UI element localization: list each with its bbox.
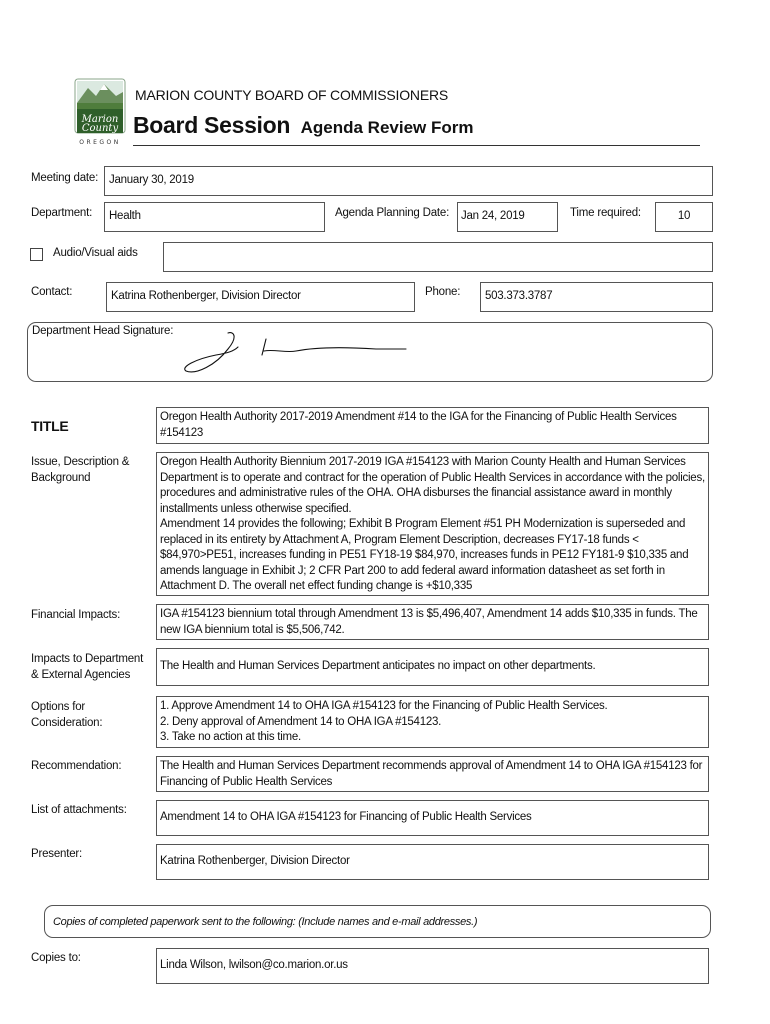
financial-label: Financial Impacts: <box>31 609 121 621</box>
options-label-line1: Options for <box>31 701 86 713</box>
impacts-label-line1: Impacts to Department <box>31 653 144 665</box>
issue-value-p1: Oregon Health Authority Biennium 2017-2019 IGA #154123 with Marion County Health and Human Services Department is to operate and contract for the operation of Public Health Services in accordance with the policies, procedures and administrative rules of the OHA. OHA disburses the financial assistance award in monthly installments unless otherwise specified. <box>160 456 705 515</box>
financial-box[interactable] <box>156 604 709 640</box>
impacts-label-line2: & External Agencies <box>31 668 131 681</box>
time-required-value: 10 <box>677 210 691 223</box>
copies-note-box <box>44 905 711 938</box>
org-name: MARION COUNTY BOARD OF COMMISSIONERS <box>135 87 449 103</box>
contact-value: Katrina Rothenberger, Division Director <box>111 290 301 303</box>
page-title <box>133 112 473 139</box>
copies-box[interactable] <box>156 948 709 984</box>
av-label: Audio/Visual aids <box>53 247 138 259</box>
county-logo <box>74 78 126 146</box>
av-field[interactable] <box>163 242 713 272</box>
options-box[interactable] <box>156 696 709 748</box>
av-checkbox[interactable] <box>30 248 43 261</box>
option-item: 1. Approve Amendment 14 to OHA IGA #154123 for the Financing of Public Health Services. <box>160 700 608 712</box>
attachments-label: List of attachments: <box>31 804 127 816</box>
issue-label <box>31 455 129 486</box>
meeting-date-field[interactable] <box>104 166 713 196</box>
issue-value-p2: Amendment 14 provides the following; Exhibit B Program Element #51 PH Modernization is superseded and replaced in its entirety by Attachment A, Program Element Description, decreases FY17-18 funds < $84,970>PE51, increases funding in PE51 FY18-19 $84,970, increases funds in PE12 FY181-9 $10,335 and amends language in Exhibit J; 2 CFR Part 200 to add federal award information datasheet as set forth in Attachment D. The overall net effect funding change is +$10,335 <box>160 518 689 592</box>
presenter-box[interactable] <box>156 844 709 880</box>
logo-state: OREGON <box>79 139 121 146</box>
options-label <box>31 700 102 731</box>
title-box[interactable] <box>156 407 709 444</box>
copies-value: Linda Wilson, lwilson@co.marion.or.us <box>160 959 348 972</box>
page-title-sub: Agenda Review Form <box>300 118 474 137</box>
time-required-field[interactable] <box>655 202 713 232</box>
phone-value: 503.373.3787 <box>485 290 553 303</box>
copies-label: Copies to: <box>31 952 81 964</box>
planning-date-label: Agenda Planning Date: <box>335 207 450 219</box>
logo-text-line2: County <box>81 123 119 134</box>
recommendation-label: Recommendation: <box>31 760 122 772</box>
issue-box[interactable] <box>156 452 709 596</box>
impacts-box[interactable] <box>156 648 709 686</box>
presenter-value: Katrina Rothenberger, Division Director <box>160 855 350 868</box>
attachments-box[interactable] <box>156 800 709 836</box>
impacts-value: The Health and Human Services Department anticipates no impact on other departments. <box>160 660 596 673</box>
recommendation-value: The Health and Human Services Department recommends approval of Amendment 14 to OHA IGA #154123 for Financing of Public Health Services <box>160 760 703 788</box>
planning-date-value: Jan 24, 2019 <box>461 210 525 223</box>
impacts-label <box>31 652 143 683</box>
signature-scribble <box>176 325 416 381</box>
option-item: 2. Deny approval of Amendment 14 to OHA IGA #154123. <box>160 715 442 728</box>
recommendation-box[interactable] <box>156 756 709 792</box>
attachments-value: Amendment 14 to OHA IGA #154123 for Financing of Public Health Services <box>160 811 532 824</box>
planning-date-field[interactable] <box>457 202 558 232</box>
options-label-line2: Consideration: <box>31 716 103 729</box>
copies-note: Copies of completed paperwork sent to the following: (Include names and e-mail addresses.) <box>53 915 478 928</box>
phone-label: Phone: <box>425 286 461 298</box>
contact-field[interactable] <box>106 282 415 312</box>
meeting-date-label: Meeting date: <box>31 172 99 184</box>
issue-label-line1: Issue, Description & <box>31 456 130 468</box>
title-label: TITLE <box>31 418 69 434</box>
presenter-label: Presenter: <box>31 848 83 860</box>
option-item: 3. Take no action at this time. <box>160 731 301 743</box>
meeting-date-value: January 30, 2019 <box>109 174 194 187</box>
department-field[interactable] <box>104 202 325 232</box>
page-title-main: Board Session <box>133 112 291 138</box>
header-rule <box>133 145 700 146</box>
issue-label-line2: Background <box>31 471 91 484</box>
financial-value: IGA #154123 biennium total through Amendment 13 is $5,496,407, Amendment 14 adds $10,335 in funds. The new IGA biennium total is $5,506,742. <box>160 608 698 636</box>
signature-label: Department Head Signature: <box>32 325 174 337</box>
phone-field[interactable] <box>480 282 713 312</box>
time-required-label: Time required: <box>570 207 641 219</box>
department-label: Department: <box>31 207 93 219</box>
department-value: Health <box>109 210 141 223</box>
contact-label: Contact: <box>31 286 73 298</box>
title-value: Oregon Health Authority 2017-2019 Amendment #14 to the IGA for the Financing of Public Health Services #154123 <box>160 411 677 439</box>
signature-box[interactable] <box>27 322 713 382</box>
logo-text-line1: Marion <box>81 114 119 125</box>
